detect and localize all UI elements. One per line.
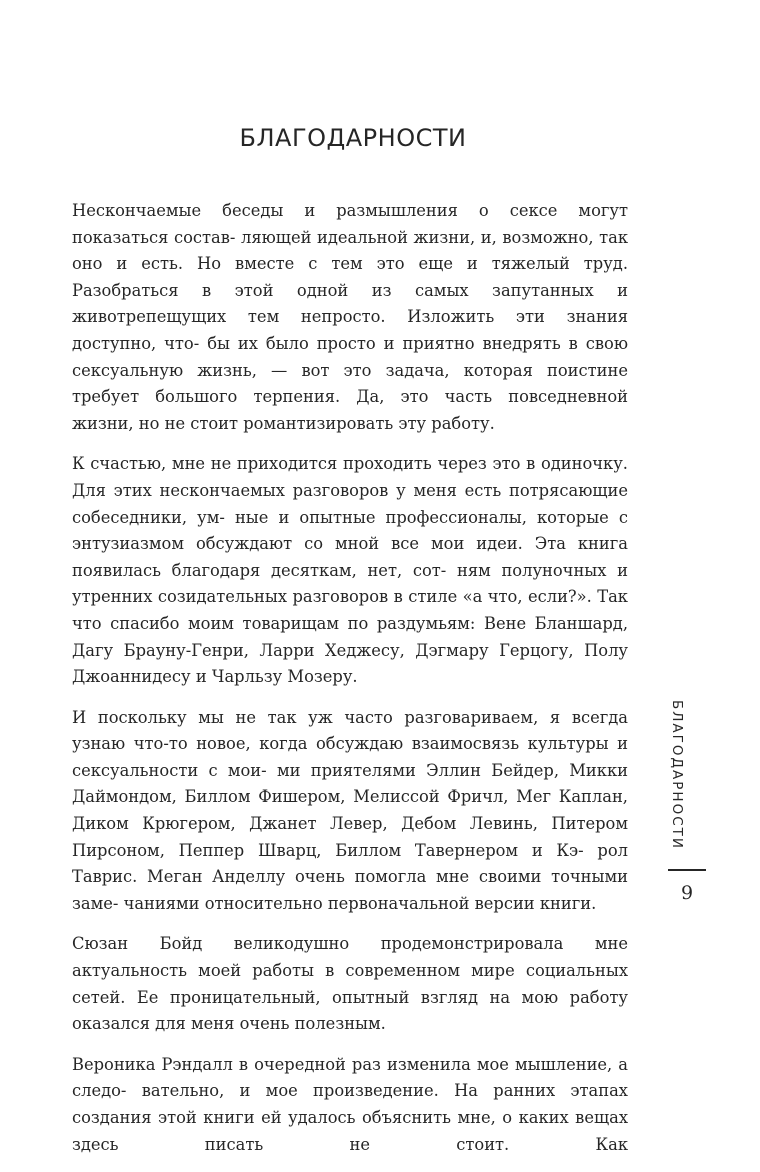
paragraph bbox=[72, 198, 628, 437]
text-line: ляющей идеальной жизни, и, возможно, так оно и есть. Но вместе с тем bbox=[72, 227, 628, 274]
paragraph bbox=[72, 931, 628, 1037]
text-line: работы в современном мире социальных сетей. Ее проницательный, bbox=[72, 961, 628, 1007]
text-line: часть повседневной жизни, но не стоит романтизировать эту работу. bbox=[72, 387, 628, 433]
paragraph bbox=[72, 1052, 628, 1158]
text-line: К счастью, мне не приходится проходить через это в одиночку. Для этих bbox=[72, 454, 628, 500]
text-line: ей удалось объяснить мне, о каких вещах здесь писать не стоит. Как bbox=[72, 1108, 628, 1154]
text-line: нескончаемых разговоров у меня есть потрясающие собеседники, ум- bbox=[72, 480, 628, 527]
text-line: если?». Так что спасибо моим товарищам по раздумьям: Вене Бланшард, bbox=[72, 587, 628, 633]
text-line: чаниями относительно первоначальной версии книги. bbox=[123, 893, 597, 913]
text-line: Левинь, Питером Пирсоном, Пеппер Шварц, Биллом Тавернером и Кэ- bbox=[72, 814, 628, 860]
text-line: Вероника Рэндалл в очередной раз изменила мое мышление, а следо- bbox=[72, 1054, 628, 1101]
paragraph bbox=[72, 705, 628, 918]
text-line: рол Таврис. Меган Анделлу очень помогла мне своими точными заме- bbox=[72, 840, 628, 913]
text-line: И поскольку мы не так уж часто разговариваем, я всегда узнаю что-то bbox=[72, 707, 628, 754]
text-line: и животрепещущих тем непросто. Изложить эти знания доступно, что- bbox=[72, 280, 628, 353]
text-line: новое, когда обсуждаю взаимосвязь культуры и сексуальности с мои- bbox=[72, 734, 628, 780]
text-line: ми приятелями Эллин Бейдер, Микки Даймондом, Биллом Фишером, bbox=[72, 760, 628, 807]
text-line: Дагу Брауну-Генри, Ларри Хеджесу, Дэгмару Герцогу, Полу Джоаннидесу bbox=[72, 640, 628, 687]
text-line: и Чарльзу Мозеру. bbox=[195, 667, 358, 687]
text-line: Сюзан Бойд великодушно продемонстрировала мне актуальность моей bbox=[72, 934, 628, 981]
page-number: 9 bbox=[680, 882, 694, 904]
text-line: мной все мои идеи. Эта книга появилась благодаря десяткам, нет, сот- bbox=[72, 534, 628, 580]
text-line: Мелиссой Фричл, Мег Каплан, Диком Крюгером, Джанет Левер, Дебом bbox=[72, 787, 628, 834]
text-line: ням полуночных и утренних созидательных разговоров в стиле «а что, bbox=[72, 560, 628, 607]
text-line: опытный взгляд на мою работу оказался для меня очень полезным. bbox=[72, 987, 628, 1034]
text-line: ные и опытные профессионалы, которые с энтузиазмом обсуждают со bbox=[72, 507, 628, 554]
text-line: бы их было просто и приятно внедрять в свою сексуальную жизнь, — bbox=[72, 333, 628, 380]
text-line: вательно, и мое произведение. На ранних этапах создания этой книги bbox=[72, 1081, 628, 1127]
paragraph bbox=[72, 451, 628, 690]
text-line: вот это задача, которая поистине требует большого терпения. Да, это bbox=[72, 360, 628, 407]
text-line: это еще и тяжелый труд. Разобраться в этой одной из самых запутанных bbox=[72, 254, 629, 300]
page-title: БЛАГОДАРНОСТИ bbox=[239, 124, 467, 152]
text-line: Нескончаемые беседы и размышления о сексе могут показаться состав- bbox=[72, 201, 628, 247]
running-head-rule bbox=[668, 869, 706, 871]
body-text bbox=[72, 198, 628, 1172]
running-head: БЛАГОДАРНОСТИ bbox=[669, 700, 685, 850]
